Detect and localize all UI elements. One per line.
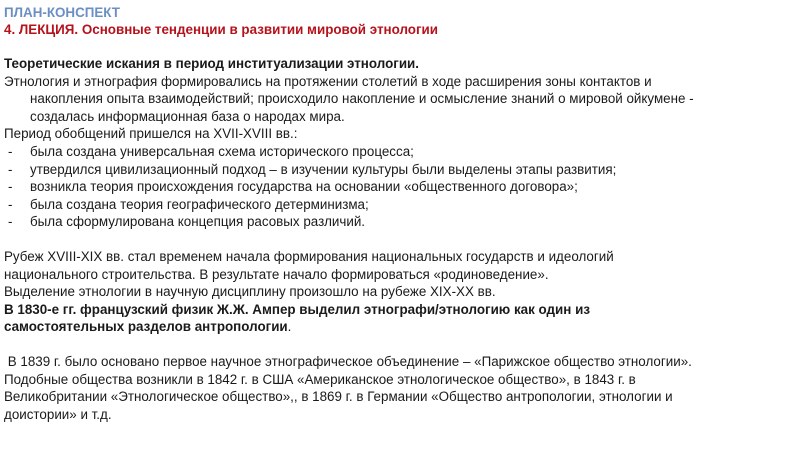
paragraph-line: Великобритании «Этнологическое общество»,, в 1869 г. в Германии «Общество антропологии, этнологии и xyxy=(4,389,673,405)
list-item: - была создана универсальная схема исторического процесса; xyxy=(4,143,794,161)
lecture-title: 4. ЛЕКЦИЯ. Основные тенденции в развитии мировой этнологии xyxy=(4,22,439,37)
paragraph-line: создалась информационная база о народах мира. xyxy=(30,108,345,124)
list-item: - была сформулирована концепция расовых различий. xyxy=(4,213,794,231)
paragraph-line: национального строительства. В результате начало формироваться «родиноведение». xyxy=(4,266,549,282)
ampere-line: В 1830-е гг. французский физик Ж.Ж. Ампер выделил этнографи/этнологию как один из xyxy=(4,301,590,317)
achievements-list xyxy=(4,143,794,231)
paragraph-line: Этнология и этнография формировались на протяжении столетий в ходе расширения зоны контактов и xyxy=(4,73,652,89)
list-item: - была создана теория географического детерминизма; xyxy=(4,196,794,214)
ampere-line-bold: самостоятельных разделов антропологии xyxy=(4,319,288,335)
paragraph-line: Рубеж XVIII-XIX вв. стал временем начала формирования национальных государств и идеологий xyxy=(4,248,614,264)
slide xyxy=(4,4,794,423)
kicker-title: ПЛАН-КОНСПЕКТ xyxy=(4,5,120,20)
paragraph-line: накопления опыта взаимодействий; происходило накопление и осмысление знаний о мировой ойкумене - xyxy=(30,91,694,107)
list-item: - утвердился цивилизационный подход – в изучении культуры были выделены этапы развития; xyxy=(4,161,794,179)
section-societies xyxy=(4,353,794,423)
paragraph-line: доистории» и т.д. xyxy=(4,406,112,422)
period-line: Период обобщений пришелся на XVII-XVIII вв.: xyxy=(4,126,298,142)
paragraph-line: Выделение этнологии в научную дисциплину произошло на рубеже XIX-XX вв. xyxy=(4,284,496,300)
list-item: - возникла теория происхождения государства на основании «общественного договора»; xyxy=(4,178,794,196)
section-national-states xyxy=(4,248,794,336)
ampere-line-end: . xyxy=(287,319,292,335)
ampere-line-2 xyxy=(4,318,794,336)
section-institutionalization xyxy=(4,55,794,231)
paragraph-line: Подобные общества возникли в 1842 г. в США «Американское этнологическое общество», в 1843 г. в xyxy=(4,371,636,387)
section-heading: Теоретические искания в период институализации этнологии. xyxy=(4,56,420,71)
paragraph-line: В 1839 г. было основано первое научное этнографическое объединение – «Парижское общество этнологии». xyxy=(4,353,692,369)
